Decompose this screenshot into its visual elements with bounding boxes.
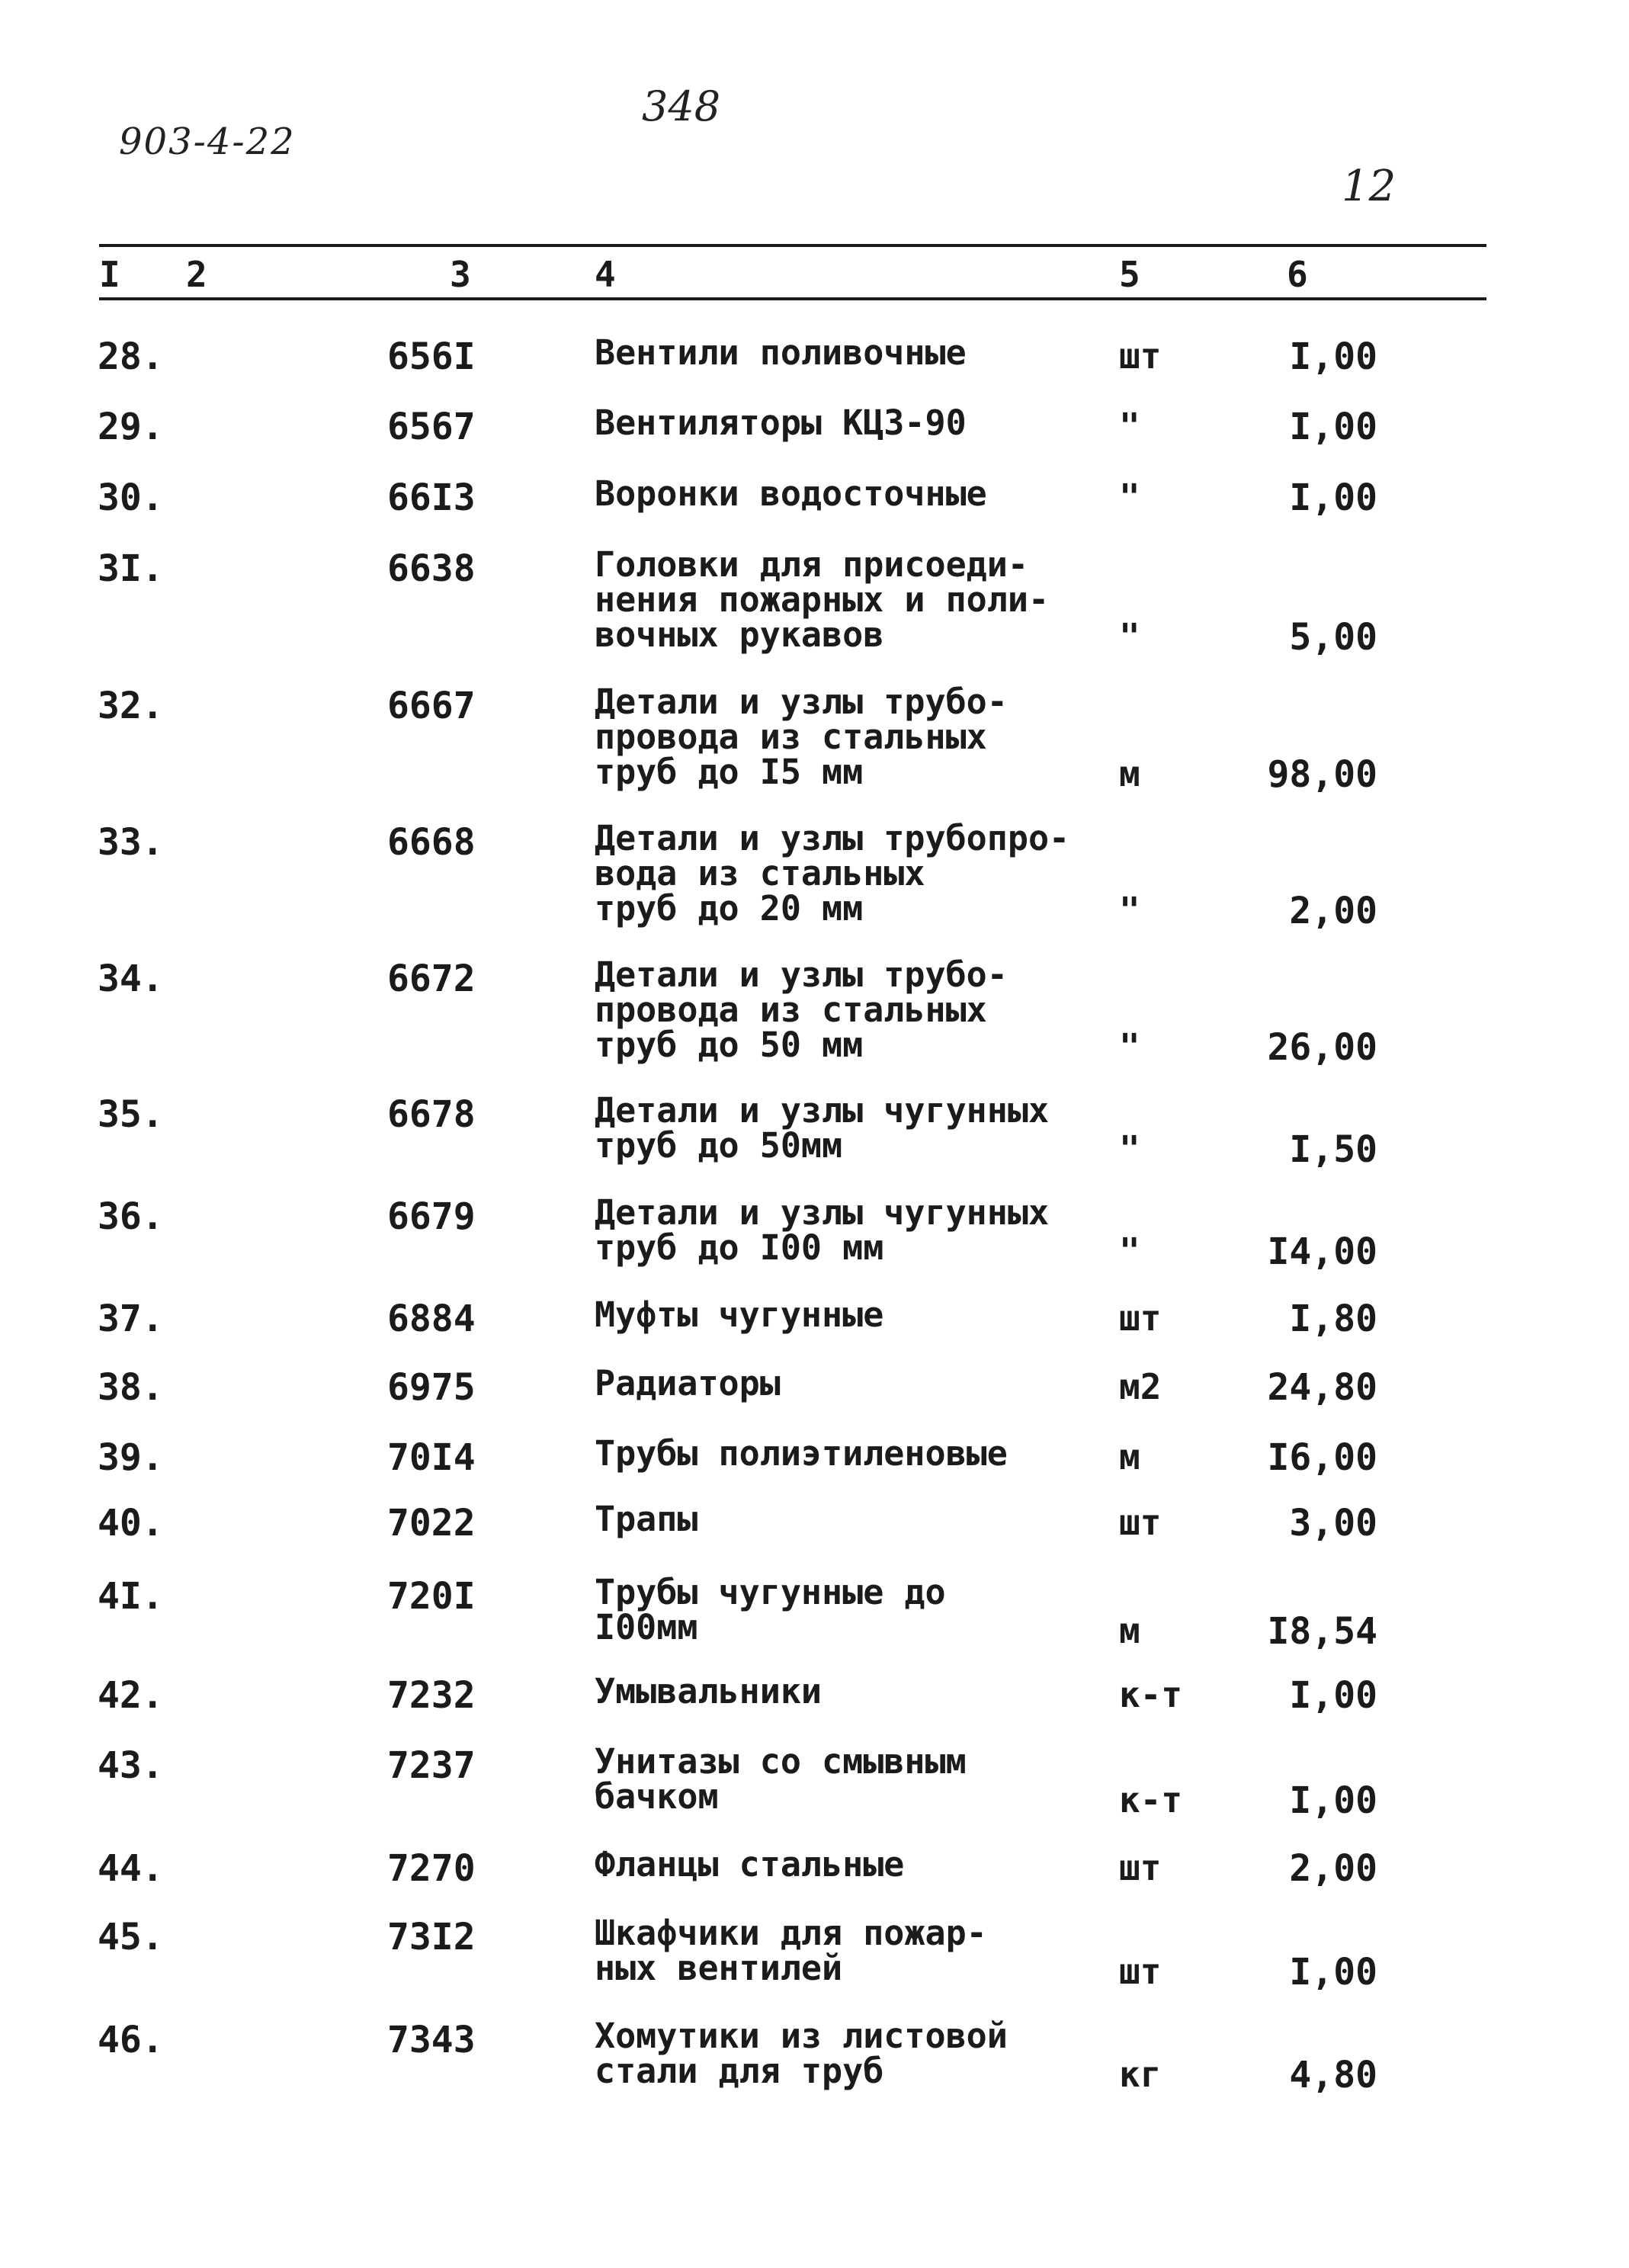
quantity: I8,54 bbox=[1267, 1610, 1377, 1653]
row-number: 36. bbox=[98, 1195, 164, 1238]
column-header-6: 6 bbox=[1287, 254, 1308, 295]
row-number: 3I. bbox=[98, 547, 164, 590]
quantity: I,00 bbox=[1289, 476, 1377, 519]
unit-of-measure: " bbox=[1119, 1230, 1140, 1272]
item-name: Воронки водосточные bbox=[595, 473, 987, 514]
item-code: 7232 bbox=[387, 1674, 476, 1717]
item-name: Детали и узлы чугунных труб до I00 мм bbox=[595, 1192, 1050, 1268]
row-number: 42. bbox=[98, 1674, 164, 1717]
unit-of-measure: шт bbox=[1119, 1847, 1162, 1888]
item-name: Радиаторы bbox=[595, 1363, 781, 1403]
item-code: 7343 bbox=[387, 2019, 476, 2061]
unit-of-measure: шт bbox=[1119, 1951, 1162, 1992]
item-name: Муфты чугунные bbox=[595, 1294, 884, 1335]
item-code: 73I2 bbox=[387, 1916, 476, 1958]
item-name: Шкафчики для пожар- ных вентилей bbox=[595, 1913, 987, 1988]
column-header-2: 2 bbox=[186, 254, 207, 295]
unit-of-measure: " bbox=[1119, 476, 1140, 518]
unit-of-measure: кг bbox=[1119, 2054, 1162, 2095]
unit-of-measure: " bbox=[1119, 406, 1140, 447]
item-code: 6679 bbox=[387, 1195, 476, 1238]
item-code: 656I bbox=[387, 335, 476, 378]
item-name: Вентиляторы КЦЗ-90 bbox=[595, 403, 967, 443]
quantity: I4,00 bbox=[1267, 1230, 1377, 1273]
quantity: 98,00 bbox=[1267, 753, 1377, 796]
item-name: Головки для присоеди- нения пожарных и поли- вочных рукавов bbox=[595, 544, 1050, 655]
item-code: 66I3 bbox=[387, 476, 476, 519]
row-number: 33. bbox=[98, 821, 164, 864]
page-number: 348 bbox=[642, 82, 721, 130]
item-code: 6678 bbox=[387, 1093, 476, 1136]
item-name: Трубы полиэтиленовые bbox=[595, 1433, 1008, 1474]
unit-of-measure: к-т bbox=[1119, 1779, 1183, 1820]
row-number: 28. bbox=[98, 335, 164, 378]
item-name: Унитазы со смывным бачком bbox=[595, 1741, 967, 1817]
column-header-1: I bbox=[99, 254, 120, 295]
item-code: 7237 bbox=[387, 1744, 476, 1787]
quantity: I,50 bbox=[1289, 1128, 1377, 1171]
item-code: 6667 bbox=[387, 685, 476, 727]
item-name: Детали и узлы трубопро- вода из стальных труб до 20 мм bbox=[595, 818, 1070, 929]
item-name: Детали и узлы трубо- провода из стальных труб до I5 мм bbox=[595, 682, 1008, 792]
quantity: I,00 bbox=[1289, 1674, 1377, 1717]
row-number: 37. bbox=[98, 1298, 164, 1340]
item-code: 6567 bbox=[387, 406, 476, 448]
row-number: 43. bbox=[98, 1744, 164, 1787]
sheet-number: 12 bbox=[1342, 162, 1397, 211]
row-number: 29. bbox=[98, 406, 164, 448]
row-number: 45. bbox=[98, 1916, 164, 1958]
item-code: 720I bbox=[387, 1575, 476, 1618]
row-number: 32. bbox=[98, 685, 164, 727]
unit-of-measure: шт bbox=[1119, 1298, 1162, 1339]
row-number: 30. bbox=[98, 476, 164, 519]
quantity: 3,00 bbox=[1289, 1502, 1377, 1545]
table-header-rule bbox=[99, 297, 1486, 300]
unit-of-measure: " bbox=[1119, 890, 1140, 931]
unit-of-measure: м bbox=[1119, 753, 1140, 794]
item-code: 6668 bbox=[387, 821, 476, 864]
quantity: 26,00 bbox=[1267, 1026, 1377, 1069]
quantity: I,00 bbox=[1289, 406, 1377, 448]
unit-of-measure: " bbox=[1119, 1128, 1140, 1169]
item-name: Вентили поливочные bbox=[595, 332, 967, 373]
unit-of-measure: шт bbox=[1119, 1502, 1162, 1543]
row-number: 4I. bbox=[98, 1575, 164, 1618]
item-name: Детали и узлы трубо- провода из стальных труб до 50 мм bbox=[595, 954, 1008, 1065]
quantity: 2,00 bbox=[1289, 1847, 1377, 1890]
item-code: 6672 bbox=[387, 958, 476, 1000]
unit-of-measure: " bbox=[1119, 616, 1140, 657]
unit-of-measure: " bbox=[1119, 1026, 1140, 1067]
item-name: Трубы чугунные до I00мм bbox=[595, 1572, 946, 1647]
quantity: I,00 bbox=[1289, 335, 1377, 378]
item-name: Детали и узлы чугунных труб до 50мм bbox=[595, 1090, 1050, 1166]
item-name: Трапы bbox=[595, 1499, 698, 1539]
column-header-3: 3 bbox=[450, 254, 471, 295]
quantity: I6,00 bbox=[1267, 1436, 1377, 1479]
quantity: 2,00 bbox=[1289, 890, 1377, 932]
quantity: I,00 bbox=[1289, 1779, 1377, 1822]
unit-of-measure: м bbox=[1119, 1610, 1140, 1651]
quantity: 5,00 bbox=[1289, 616, 1377, 659]
column-header-4: 4 bbox=[595, 254, 616, 295]
column-header-5: 5 bbox=[1119, 254, 1140, 295]
row-number: 34. bbox=[98, 958, 164, 1000]
row-number: 38. bbox=[98, 1366, 164, 1409]
item-code: 6638 bbox=[387, 547, 476, 590]
unit-of-measure: м bbox=[1119, 1436, 1140, 1477]
unit-of-measure: к-т bbox=[1119, 1674, 1183, 1715]
row-number: 39. bbox=[98, 1436, 164, 1479]
item-code: 6884 bbox=[387, 1298, 476, 1340]
item-code: 6975 bbox=[387, 1366, 476, 1409]
quantity: 4,80 bbox=[1289, 2054, 1377, 2096]
item-name: Умывальники bbox=[595, 1671, 823, 1711]
unit-of-measure: м2 bbox=[1119, 1366, 1162, 1407]
item-code: 70I4 bbox=[387, 1436, 476, 1479]
unit-of-measure: шт bbox=[1119, 335, 1162, 377]
row-number: 44. bbox=[98, 1847, 164, 1890]
quantity: I,00 bbox=[1289, 1951, 1377, 1994]
table-top-rule bbox=[99, 244, 1486, 247]
document-code: 903-4-22 bbox=[119, 120, 296, 163]
row-number: 40. bbox=[98, 1502, 164, 1545]
item-name: Фланцы стальные bbox=[595, 1844, 905, 1885]
row-number: 46. bbox=[98, 2019, 164, 2061]
row-number: 35. bbox=[98, 1093, 164, 1136]
item-code: 7270 bbox=[387, 1847, 476, 1890]
quantity: 24,80 bbox=[1267, 1366, 1377, 1409]
item-name: Хомутики из листовой стали для труб bbox=[595, 2016, 1008, 2091]
item-code: 7022 bbox=[387, 1502, 476, 1545]
quantity: I,80 bbox=[1289, 1298, 1377, 1340]
